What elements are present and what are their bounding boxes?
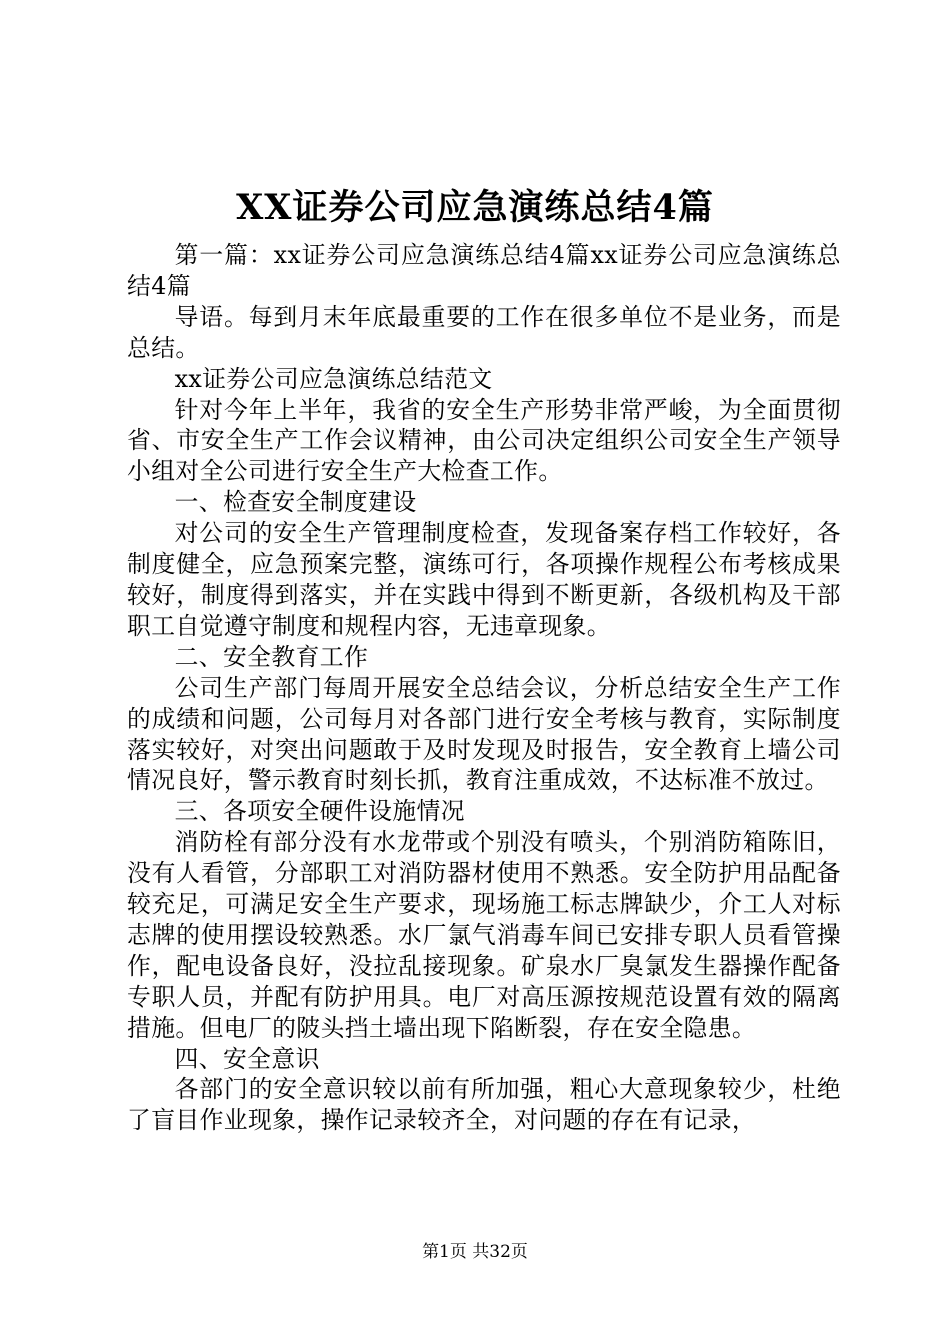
section-heading-1: 一、检查安全制度建设 (174, 488, 417, 517)
paragraph-subtitle: xx证券公司应急演练总结范文 (174, 364, 493, 393)
document-title: XX证券公司应急演练总结4篇 (236, 187, 714, 228)
paragraph-background: 针对今年上半年，我省的安全生产形势非常严峻，为全面贯彻省、市安全生产工作会议精神，由公司决定组织公司安全生产领导小组对全公司进行安全生产大检查工作。 (127, 395, 841, 486)
document-body (127, 240, 841, 1136)
paragraph-lead: 导语。每到月末年底最重要的工作在很多单位不是业务，而是总结。 (127, 302, 841, 362)
paragraph-section-1: 对公司的安全生产管理制度检查，发现备案存档工作较好，各制度健全，应急预案完整，演练可行，各项操作规程公布考核成果较好，制度得到落实，并在实践中得到不断更新，各级机构及干部职工自觉遵守制度和规程内容，无违章现象。 (127, 519, 841, 640)
paragraph-intro-heading: 第一篇：xx证券公司应急演练总结4篇xx证券公司应急演练总结4篇 (127, 241, 841, 300)
paragraph-section-4: 各部门的安全意识较以前有所加强，粗心大意现象较少，杜绝了盲目作业现象，操作记录较齐全，对问题的存在有记录， (127, 1075, 841, 1135)
section-heading-2: 二、安全教育工作 (174, 642, 369, 671)
page-number-footer: 第1页 共32页 (422, 1242, 528, 1262)
section-heading-3: 三、各项安全硬件设施情况 (174, 797, 465, 826)
paragraph-section-2: 公司生产部门每周开展安全总结会议，分析总结安全生产工作的成绩和问题，公司每月对各部门进行安全考核与教育，实际制度落实较好，对突出问题敢于及时发现及时报告，安全教育上墙公司情况良好，警示教育时刻长抓，教育注重成效，不达标准不放过。 (127, 673, 841, 795)
section-heading-4: 四、安全意识 (174, 1044, 320, 1073)
paragraph-section-3: 消防栓有部分没有水龙带或个别没有喷头，个别消防箱陈旧，没有人看管，分部职工对消防器材使用不熟悉。安全防护用品配备较充足，可满足安全生产要求，现场施工标志牌缺少，介工人对标志牌的使用摆设较熟悉。水厂氯气消毒车间已安排专职人员看管操作，配电设备良好，没拉乱接现象。矿泉水厂臭氯发生器操作配备专职人员，并配有防护用具。电厂对高压源按规范设置有效的隔离措施。但电厂的陂头挡土墙出现下陷断裂，存在安全隐患。 (127, 828, 841, 1042)
